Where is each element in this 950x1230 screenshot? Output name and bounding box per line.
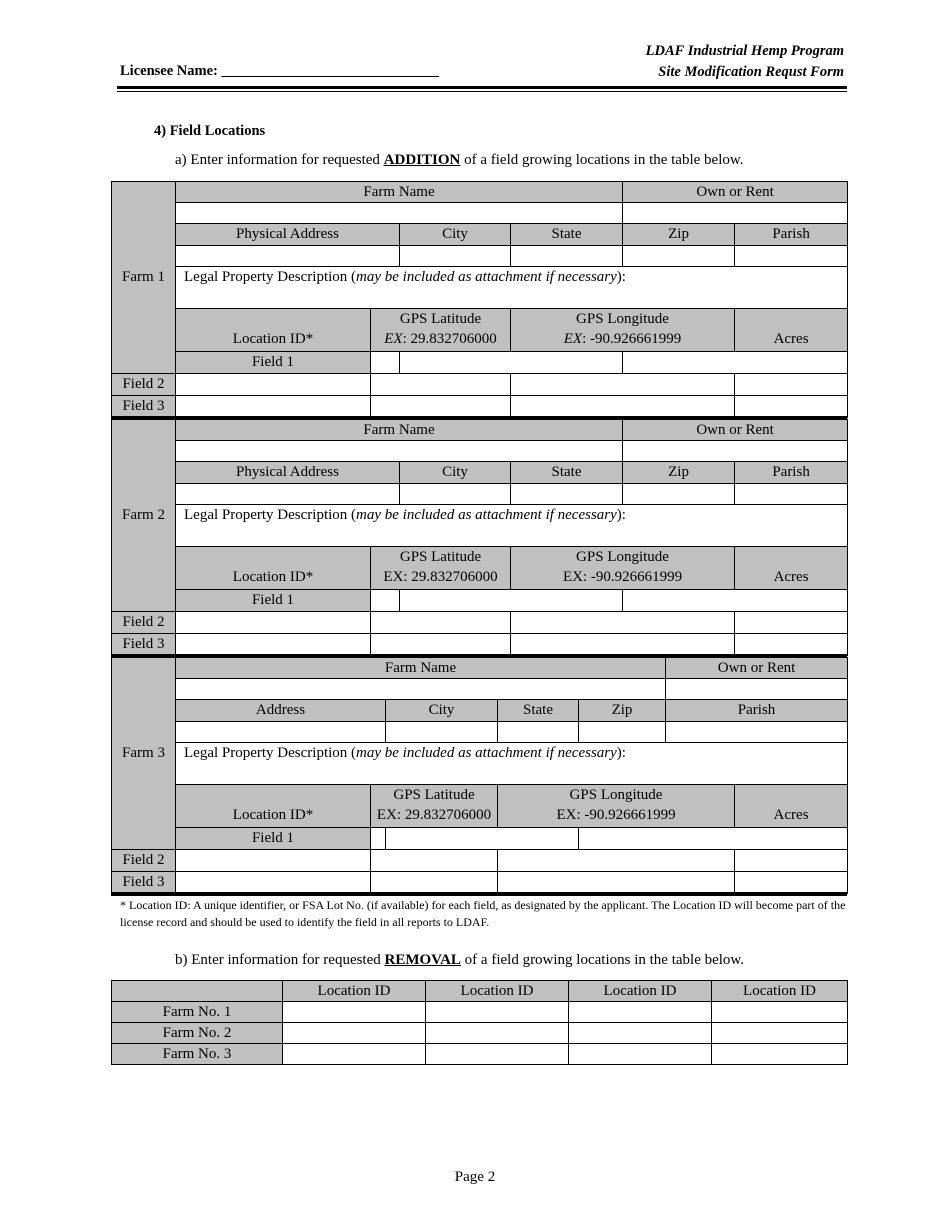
removal-location-id-input[interactable] [283,1023,426,1044]
own-rent-header: Own or Rent [666,658,848,679]
parish-header: Parish [735,462,848,484]
parish-header: Parish [666,700,848,722]
legal-description-label: Legal Property Description ( [184,745,357,761]
program-title: LDAF Industrial Hemp Program [645,43,844,59]
acres-input[interactable] [735,374,848,396]
farm-row-label: Farm No. 3 [112,1044,283,1065]
gps-longitude-example-label: EX [563,331,583,347]
legal-description-label: Legal Property Description ( [184,269,357,285]
zip-input[interactable] [579,722,666,743]
physical-address-input[interactable] [176,246,400,267]
farm-row-label: Farm No. 1 [112,1002,283,1023]
city-input[interactable] [386,722,498,743]
acres-input[interactable] [735,634,848,656]
addition-prefix: a) Enter information for requested [175,152,380,168]
gps-latitude-label: GPS Latitude [399,549,482,565]
zip-header: Zip [623,462,735,484]
addition-suffix: of a field growing locations in the table below. [464,152,744,168]
gps-longitude-input[interactable] [511,634,735,656]
gps-longitude-example-value: : -90.926661999 [576,807,676,823]
farm-3-table [111,657,848,894]
gps-latitude-example-value: : 29.832706000 [402,331,497,347]
licensee-name-blank[interactable]: ______________________________ [221,63,439,79]
removal-table [111,980,848,1065]
zip-header: Zip [579,700,666,722]
zip-header: Zip [623,224,735,246]
removal-instruction [175,952,744,969]
gps-latitude-example [371,329,510,349]
legal-description-suffix: ): [616,745,626,761]
location-id-input[interactable] [176,634,371,656]
removal-location-id-input[interactable] [283,1002,426,1023]
gps-latitude-input[interactable] [371,872,498,894]
own-rent-input[interactable] [666,679,848,700]
gps-latitude-example-value: : 29.832706000 [403,569,498,585]
city-header: City [400,224,511,246]
gps-longitude-example [498,805,734,825]
gps-longitude-label: GPS Longitude [569,787,663,803]
legal-description-label: Legal Property Description ( [184,507,357,523]
address-header: Address [176,700,386,722]
gps-longitude-input[interactable] [623,590,848,612]
location-id-input[interactable] [371,828,386,850]
city-header: City [400,462,511,484]
legal-description-suffix: ): [616,269,626,285]
licensee-label: Licensee Name: [120,63,218,79]
parish-input[interactable] [666,722,848,743]
farm-name-input[interactable] [176,441,623,462]
state-input[interactable] [511,484,623,505]
acres-header: Acres [735,785,848,828]
legal-description-note: may be included as attachment if necessary [356,269,617,285]
state-header: State [511,224,623,246]
zip-input[interactable] [623,484,735,505]
location-id-header: Location ID* [176,547,371,590]
gps-latitude-input[interactable] [400,352,623,374]
gps-longitude-example [511,329,734,349]
header-rule-thin [117,91,847,92]
location-id-input[interactable] [176,872,371,894]
farm-1-table [111,181,848,418]
state-input[interactable] [511,246,623,267]
section-title: 4) Field Locations [154,123,266,139]
removal-location-id-input[interactable] [712,1023,848,1044]
own-rent-input[interactable] [623,441,848,462]
physical-address-input[interactable] [176,484,400,505]
gps-latitude-label: GPS Latitude [399,311,482,327]
removal-location-id-input[interactable] [569,1044,712,1065]
gps-latitude-input[interactable] [371,374,511,396]
gps-latitude-input[interactable] [371,612,511,634]
gps-latitude-example-label: EX [383,569,404,585]
physical-address-header: Physical Address [176,462,400,484]
acres-header: Acres [735,309,848,352]
location-id-input[interactable] [371,352,400,374]
gps-longitude-input[interactable] [511,612,735,634]
gps-latitude-example [371,805,497,825]
field-row-label: Field 1 [176,352,371,374]
acres-input[interactable] [735,396,848,418]
acres-input[interactable] [735,850,848,872]
city-input[interactable] [400,484,511,505]
removal-prefix: b) Enter information for requested [175,952,381,968]
farm-row-label: Farm No. 2 [112,1023,283,1044]
removal-location-id-input[interactable] [283,1044,426,1065]
legal-description-field[interactable] [176,743,848,785]
location-id-input[interactable] [176,396,371,418]
gps-longitude-label: GPS Longitude [576,311,669,327]
legal-description-suffix: ): [616,507,626,523]
farm-name-header: Farm Name [176,182,623,203]
state-header: State [498,700,579,722]
gps-latitude-example-value: : 29.832706000 [396,807,492,823]
farm-label: Farm 3 [112,658,176,850]
gps-longitude-example-label: EX [562,569,583,585]
farm-label: Farm 2 [112,420,176,612]
field-row-label: Field 2 [112,374,176,396]
state-input[interactable] [498,722,579,743]
removal-keyword: REMOVAL [384,952,461,968]
removal-location-id-input[interactable] [712,1002,848,1023]
location-id-input[interactable] [176,850,371,872]
field-row-label: Field 3 [112,634,176,656]
gps-longitude-label: GPS Longitude [576,549,669,565]
gps-longitude-header [511,309,735,352]
farm-name-input[interactable] [176,679,666,700]
state-header: State [511,462,623,484]
gps-latitude-input[interactable] [400,590,623,612]
gps-latitude-example-label: EX [376,807,397,823]
parish-header: Parish [735,224,848,246]
physical-address-header: Physical Address [176,224,400,246]
gps-longitude-input[interactable] [623,352,848,374]
field-row-label: Field 3 [112,872,176,894]
field-row-label: Field 3 [112,396,176,418]
gps-longitude-input[interactable] [498,872,735,894]
field-row-label: Field 1 [176,590,371,612]
gps-longitude-example [511,567,734,587]
form-title: Site Modification Requst Form [658,64,844,80]
address-input[interactable] [176,722,386,743]
own-rent-header: Own or Rent [623,420,848,441]
legal-description-note: may be included as attachment if necessary [356,745,617,761]
licensee-name-line [120,63,439,80]
zip-input[interactable] [623,246,735,267]
gps-latitude-input[interactable] [371,634,511,656]
location-id-footnote: * Location ID: A unique identifier, or FSA Lot No. (if available) for each field, as designated by the applicant. The Location ID will become part of the license record and should be used to identify the field in all reports to LDAF. [120,898,846,929]
own-rent-header: Own or Rent [623,182,848,203]
legal-description-note: may be included as attachment if necessary [356,507,617,523]
removal-location-id-input[interactable] [569,1002,712,1023]
removal-location-id-input[interactable] [712,1044,848,1065]
gps-longitude-example-label: EX [556,807,577,823]
gps-longitude-example-value: : -90.926661999 [582,331,682,347]
removal-location-id-input[interactable] [426,1044,569,1065]
field-row-label: Field 2 [112,850,176,872]
location-id-input[interactable] [371,590,400,612]
farm-name-header: Farm Name [176,658,666,679]
farm-label: Farm 1 [112,182,176,374]
city-input[interactable] [400,246,511,267]
own-rent-input[interactable] [623,203,848,224]
farm-name-input[interactable] [176,203,623,224]
farm-separator [111,892,847,896]
acres-input[interactable] [735,612,848,634]
gps-latitude-example [371,567,510,587]
gps-longitude-input[interactable] [511,396,735,418]
gps-latitude-input[interactable] [371,396,511,418]
removal-suffix: of a field growing locations in the table below. [464,952,745,968]
page-number: Page 2 [454,1169,496,1185]
location-id-header: Location ID* [176,309,371,352]
gps-longitude-example-value: : -90.926661999 [582,569,683,585]
location-id-column-header: Location ID [712,981,848,1002]
gps-latitude-header [371,309,511,352]
gps-latitude-header [371,547,511,590]
city-header: City [386,700,498,722]
gps-latitude-header [371,785,498,828]
addition-keyword: ADDITION [383,152,461,168]
field-row-label: Field 2 [112,612,176,634]
addition-instruction [175,152,743,169]
gps-longitude-header [498,785,735,828]
gps-latitude-input[interactable] [386,828,579,850]
gps-longitude-input[interactable] [511,374,735,396]
gps-latitude-example-label: EX [384,331,403,347]
field-row-label: Field 1 [176,828,371,850]
parish-input[interactable] [735,484,848,505]
removal-location-id-input[interactable] [569,1023,712,1044]
farm-name-header: Farm Name [176,420,623,441]
gps-longitude-header [511,547,735,590]
location-id-column-header: Location ID [569,981,712,1002]
legal-description-field[interactable] [176,505,848,547]
location-id-column-header: Location ID [426,981,569,1002]
acres-input[interactable] [735,872,848,894]
acres-header: Acres [735,547,848,590]
location-id-input[interactable] [176,374,371,396]
removal-location-id-input[interactable] [426,1002,569,1023]
gps-longitude-input[interactable] [498,850,735,872]
removal-location-id-input[interactable] [426,1023,569,1044]
gps-latitude-input[interactable] [371,850,498,872]
removal-corner-cell [112,981,283,1002]
farm-2-table [111,419,848,656]
legal-description-field[interactable] [176,267,848,309]
location-id-header: Location ID* [176,785,371,828]
header-rule-thick [117,86,847,89]
gps-longitude-input[interactable] [579,828,848,850]
location-id-column-header: Location ID [283,981,426,1002]
parish-input[interactable] [735,246,848,267]
form-header [646,41,844,83]
gps-latitude-label: GPS Latitude [393,787,475,803]
location-id-input[interactable] [176,612,371,634]
